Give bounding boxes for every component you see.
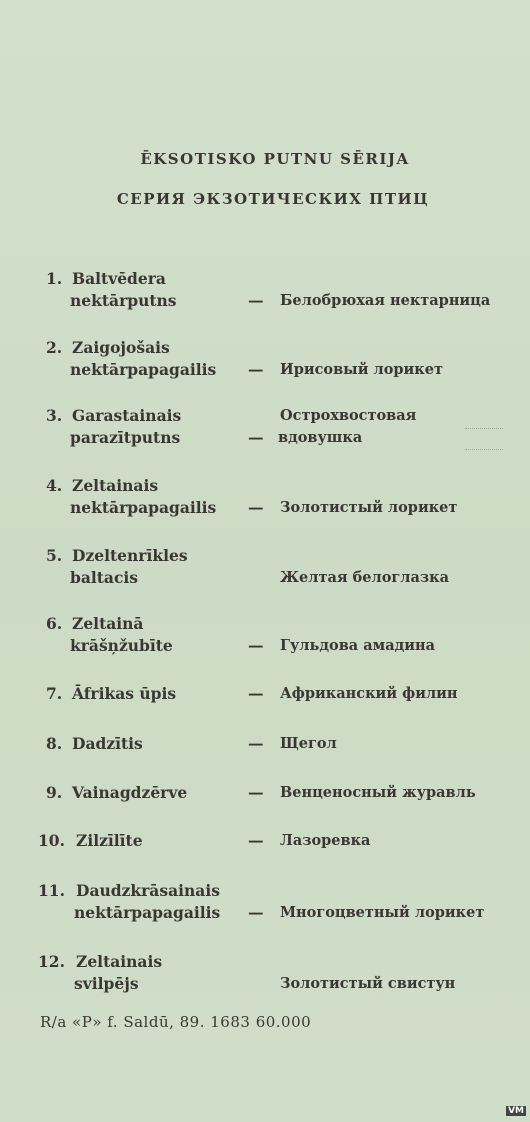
entry-number: 11. [38,881,65,900]
bird-entry [0,683,530,705]
entry-number: 3. [46,406,63,425]
latvian-name: Daudzkrāsainais [76,881,220,900]
entry-number: 6. [46,614,63,633]
russian-name: Щегол [280,735,337,752]
separator-dash: — [248,498,264,517]
bird-entry [0,545,530,589]
bird-entry [0,733,530,755]
watermark-corner: VM [508,1106,524,1116]
print-info-footer: R/a «P» f. Saldū, 89. 1683 60.000 [40,1013,312,1031]
latvian-name: Vainagdzērve [72,783,188,802]
separator-dash: — [248,291,264,310]
latvian-name: Zaigojošais [72,338,170,357]
latvian-name-line2: baltacis [70,568,139,587]
latvian-name-line2: nektārpapagailis [70,360,217,379]
russian-name: Африканский филин [280,685,458,702]
russian-name: Многоцветный лорикет [280,904,485,921]
russian-name: Гульдова амадина [280,637,436,654]
latvian-name-line2: nektārpapagailis [70,498,217,517]
entry-number: 8. [46,734,63,753]
latvian-name: Zilzīlīte [76,831,143,850]
latvian-name: Baltvēdera [72,269,166,288]
russian-name: Золотистый свистун [280,975,456,992]
russian-name: Желтая белоглазка [280,569,450,586]
latvian-name: Garastainais [72,406,182,425]
bird-entry [0,475,530,519]
bird-entry [0,613,530,657]
bird-entry [0,830,530,852]
separator-dash: — [248,684,264,703]
russian-name: Лазоревка [280,832,371,849]
latvian-name: Dzeltenrīkles [72,546,188,565]
russian-name: Острохвостовая [280,407,417,424]
separator-dash: — [248,734,264,753]
russian-name: Ирисовый лорикет [280,361,443,378]
russian-name-line2: вдовушка [278,429,363,446]
latvian-name: Dadzītis [72,734,143,753]
entry-number: 5. [46,546,63,565]
entry-number: 10. [38,831,65,850]
bird-entry [0,880,530,924]
entry-number: 7. [46,684,63,703]
latvian-name-line2: nektārputns [70,291,177,310]
latvian-name: Zeltainais [72,476,159,495]
latvian-name: Āfrikas ūpis [72,684,177,703]
entry-number: 9. [46,783,63,802]
title-latvian: ĒKSOTISKO PUTNU SĒRIJA [140,150,410,168]
latvian-name-line2: nektārpapagailis [74,903,221,922]
bird-entry [0,951,530,995]
entry-number: 12. [38,952,65,971]
separator-dash: — [248,831,264,850]
entry-number: 1. [46,269,63,288]
bird-entry [0,405,530,449]
russian-name: Белобрюхая нектарница [280,292,491,309]
latvian-name: Zeltainā [72,614,144,633]
title-russian: СЕРИЯ ЭКЗОТИЧЕСКИХ ПТИЦ [116,190,430,208]
russian-name: Венценосный журавль [280,784,476,801]
bird-entry [0,268,530,312]
latvian-name-line2: krāšņžubīte [70,636,173,655]
entry-number: 2. [46,338,63,357]
bird-entry [0,337,530,381]
bird-entry [0,782,530,804]
latvian-name-line2: svilpējs [74,974,139,993]
separator-dash: — [248,783,264,802]
faint-stamp-mark [465,428,503,450]
separator-dash: — [248,636,264,655]
russian-name: Золотистый лорикет [280,499,458,516]
separator-dash: — [248,903,264,922]
entry-number: 4. [46,476,63,495]
latvian-name-line2: parazītputns [70,428,181,447]
latvian-name: Zeltainais [76,952,163,971]
separator-dash: — [248,360,264,379]
separator-dash: — [248,428,264,447]
